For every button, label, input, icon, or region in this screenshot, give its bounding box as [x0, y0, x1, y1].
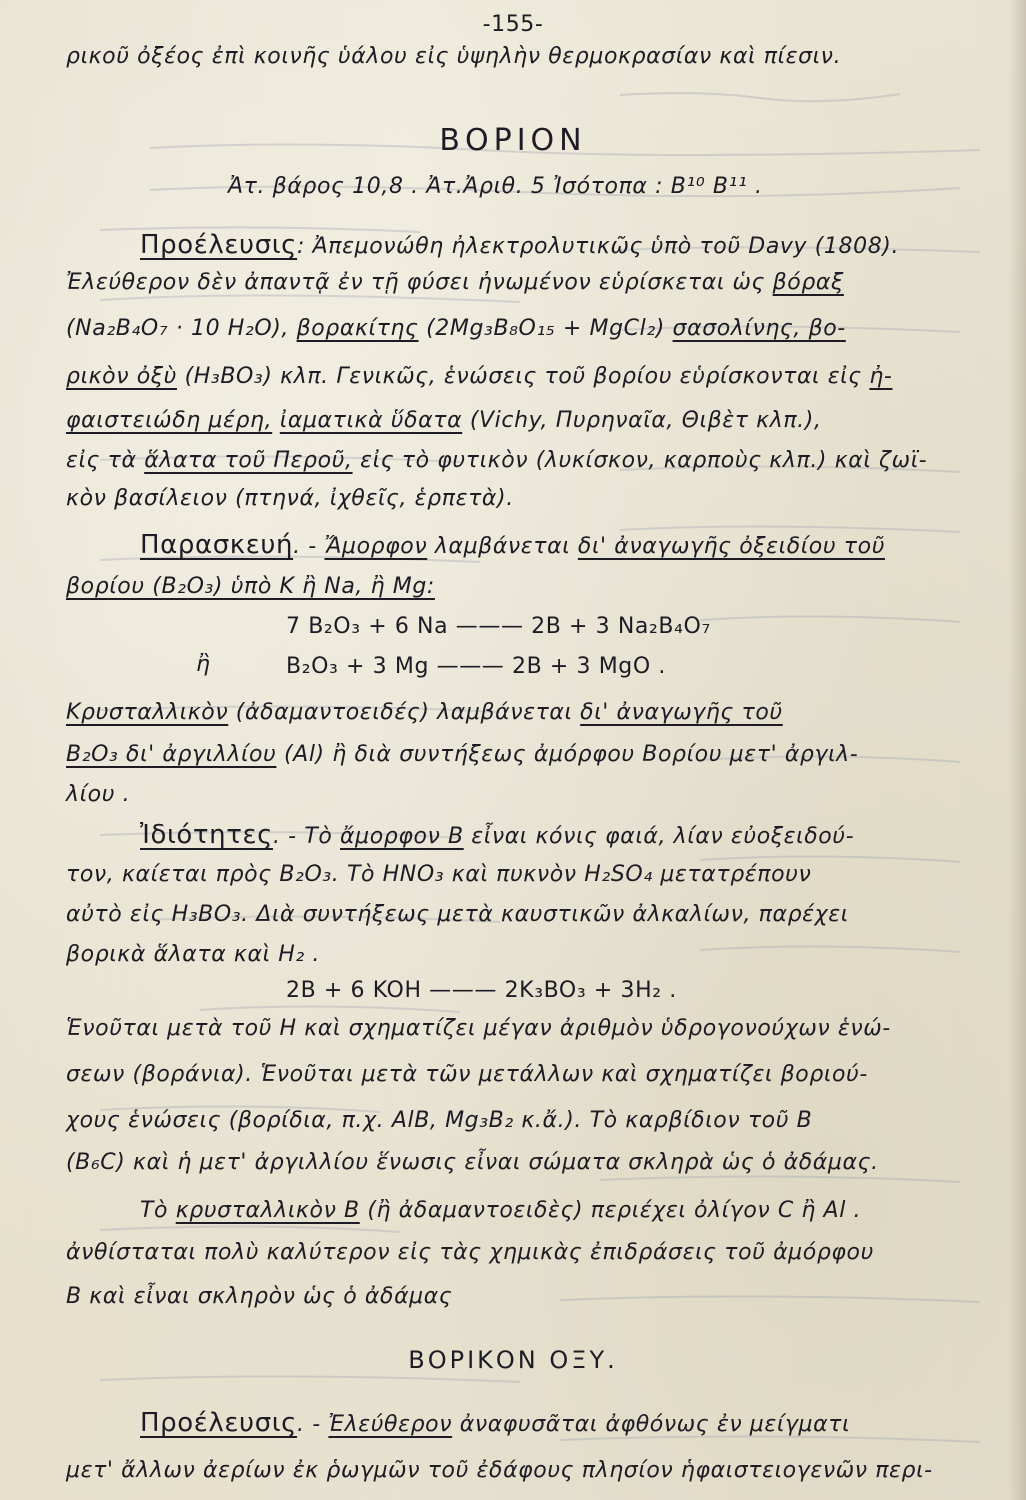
- underlined-term: ἅλατα τοῦ Περοῦ,: [144, 448, 353, 473]
- text-line: [66, 702, 783, 724]
- text-line: αὐτὸ εἰς H₃BO₃. Διὰ συντήξεως μετὰ καυστικῶν ἀλκαλίων, παρέχει: [66, 902, 849, 927]
- text-line: [140, 532, 885, 558]
- underlined-term: φαιστειώδη μέρη,: [66, 408, 273, 433]
- text-line: μετ' ἄλλων ἀερίων ἐκ ῥωγμῶν τοῦ ἐδάφους πλησίον ἡφαιστειογενῶν περι-: [66, 1458, 933, 1483]
- underlined-term: ἰαματικὰ ὕδατα: [279, 408, 463, 433]
- text-span: (Al) ἢ διὰ συντήξεως ἀμόρφου Βορίου μετ' ἀργιλ-: [276, 742, 859, 767]
- underlined-term: δι' ἀναγωγῆς ὀξειδίου τοῦ: [577, 534, 886, 559]
- text-span: . - Τὸ: [273, 824, 341, 849]
- text-line: τον, καίεται πρὸς B₂O₃. Τὸ HNO₃ καὶ πυκνὸν H₂SO₄ μετατρέπουν: [66, 862, 812, 887]
- text-span: (Na₂B₄O₇ · 10 H₂O),: [66, 316, 297, 341]
- subheading-origin: Προέλευσις: [140, 1408, 298, 1438]
- subheading-preparation: Παρασκευή: [140, 530, 294, 560]
- text-line: [66, 410, 822, 432]
- text-span: εἶναι κόνις φαιά, λίαν εὐοξειδού-: [463, 824, 855, 849]
- underlined-term: σασολίνης, βο-: [672, 316, 846, 341]
- text-span: [272, 408, 280, 433]
- underlined-term: δι' ἀναγωγῆς τοῦ: [580, 700, 783, 725]
- text-span: . -: [293, 534, 325, 559]
- text-span: : Ἀπεμονώθη ἠλεκτρολυτικῶς ὑπὸ τοῦ Davy (1808).: [297, 234, 900, 259]
- underlined-term: ἠ-: [869, 364, 893, 389]
- text-line: ρικοῦ ὀξέος ἐπὶ κοινῆς ὑάλου εἰς ὑψηλὴν θερμοκρασίαν καὶ πίεσιν.: [66, 44, 842, 69]
- text-span: (H₃BO₃) κλπ. Γενικῶς, ἑνώσεις τοῦ βορίου εὑρίσκονται εἰς: [176, 364, 870, 389]
- text-line: [140, 232, 899, 258]
- text-line: βορικὰ ἅλατα καὶ H₂ .: [66, 942, 320, 967]
- underlined-term: βόραξ: [772, 270, 844, 295]
- page-number: -155-: [482, 12, 544, 37]
- text-span: εἰς τὸ φυτικὸν (λυκίσκον, καρποὺς κλπ.) καὶ ζωϊ-: [352, 448, 928, 473]
- text-line: [140, 1200, 861, 1222]
- equation: B₂O₃ + 3 Mg ——— 2B + 3 MgO .: [286, 654, 666, 679]
- underlined-term: βορίου (B₂O₃) ὑπὸ K ἢ Na, ἢ Mg:: [66, 574, 435, 599]
- text-line: [66, 318, 846, 340]
- text-line: [140, 1410, 850, 1436]
- text-line: [66, 450, 927, 472]
- text-line: κὸν βασίλειον (πτηνά, ἰχθεῖς, ἑρπετὰ).: [66, 486, 514, 511]
- text-line: χους ἑνώσεις (βορίδια, π.χ. AlB, Mg₃B₂ κ.ἄ.). Τὸ καρβίδιον τοῦ B: [66, 1108, 813, 1133]
- underlined-term: Ἐλεύθερον: [328, 1412, 453, 1437]
- text-line: λίου .: [66, 782, 131, 807]
- text-line: [66, 366, 892, 388]
- text-span: (ἢ ἀδαμαντοειδὲς) περιέχει ὀλίγον C ἢ Al .: [359, 1198, 862, 1223]
- text-span: . -: [297, 1412, 329, 1437]
- text-span: λαμβάνεται: [427, 534, 578, 559]
- text-line: Ἑνοῦται μετὰ τοῦ H καὶ σχηματίζει μέγαν ἀριθμὸν ὑδρογονούχων ἑνώ-: [66, 1016, 891, 1041]
- subheading-properties: Ἰδιότητες: [140, 820, 273, 850]
- equation: 2B + 6 KOH ——— 2K₃BO₃ + 3H₂ .: [286, 978, 677, 1003]
- text-span: Τὸ: [140, 1198, 176, 1223]
- text-line: ἀνθίσταται πολὺ καλύτερον εἰς τὰς χημικὰς ἐπιδράσεις τοῦ ἀμόρφου: [66, 1240, 874, 1265]
- text-line: [140, 822, 854, 848]
- underlined-term: Ἄμορφον: [324, 534, 428, 559]
- atomic-data-line: Ἀτ. βάρος 10,8 . Ἀτ.Ἀριθ. 5 Ἰσότοπα : B¹⁰ B¹¹ .: [228, 174, 763, 199]
- section-heading-boric-acid: ΒΟΡΙΚΟΝ ΟΞΥ.: [408, 1346, 618, 1374]
- underlined-term: βορακίτης: [296, 316, 419, 341]
- underlined-term: κρυσταλλικὸν B: [175, 1198, 360, 1223]
- text-span: Ἐλεύθερον δὲν ἀπαντᾷ ἐν τῇ φύσει ἠνωμένον εὑρίσκεται ὡς: [66, 270, 773, 295]
- page-spine-shadow: [1008, 0, 1026, 1500]
- text-line: [66, 576, 435, 598]
- text-line: (B₆C) καὶ ἡ μετ' ἀργιλλίου ἕνωσις εἶναι σώματα σκληρὰ ὡς ὁ ἀδάμας.: [66, 1150, 879, 1175]
- text-span: ἀναφυσᾶται ἀφθόνως ἐν μείγματι: [452, 1412, 851, 1437]
- text-span: (2Mg₃B₈O₁₅ + MgCl₂): [418, 316, 673, 341]
- underlined-term: B₂O₃ δι' ἀργιλλίου: [66, 742, 277, 767]
- text-line: ἢ: [196, 652, 211, 677]
- text-line: [66, 744, 858, 766]
- underlined-term: ρικὸν ὀξὺ: [66, 364, 177, 389]
- text-line: B καὶ εἶναι σκληρὸν ὡς ὁ ἀδάμας: [66, 1284, 453, 1309]
- subheading-origin: Προέλευσις: [140, 230, 298, 260]
- underlined-term: Κρυσταλλικὸν: [66, 700, 229, 725]
- text-span: εἰς τὰ: [66, 448, 145, 473]
- text-span: (Vichy, Πυρηναῖα, Θιβὲτ κλπ.),: [462, 408, 822, 433]
- section-heading-boron: ΒΟΡΙΟΝ: [439, 123, 587, 158]
- underlined-term: ἄμορφον B: [340, 824, 464, 849]
- text-line: [66, 272, 844, 294]
- text-line: σεων (βοράνια). Ἑνοῦται μετὰ τῶν μετάλλων καὶ σχηματίζει βοριού-: [66, 1062, 868, 1087]
- text-span: (ἀδαμαντοειδές) λαμβάνεται: [228, 700, 581, 725]
- equation: 7 B₂O₃ + 6 Na ——— 2B + 3 Na₂B₄O₇: [286, 614, 711, 639]
